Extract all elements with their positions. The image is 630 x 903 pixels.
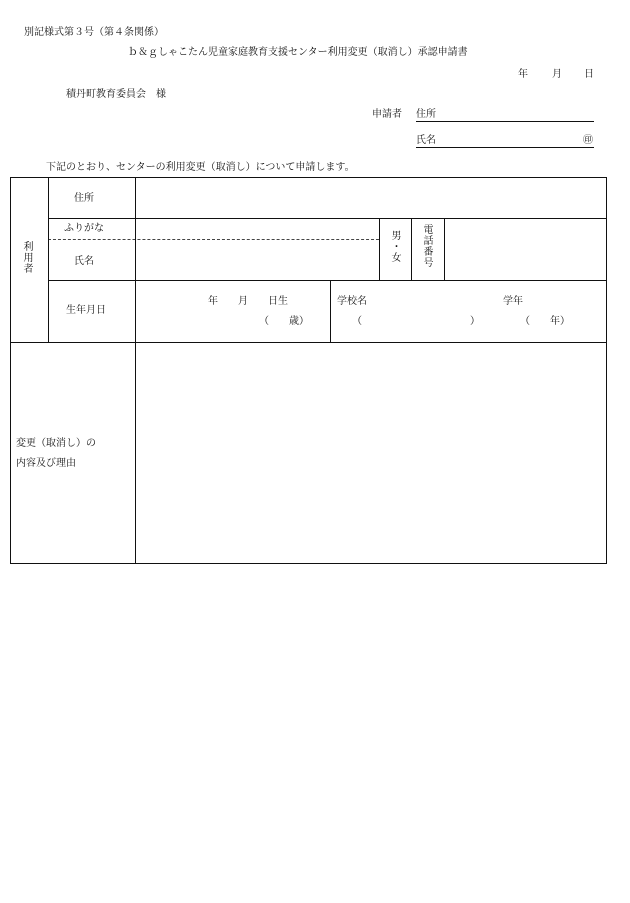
date-month: 月 — [552, 69, 562, 80]
applicant-name-line — [416, 147, 594, 148]
col-divider-label — [135, 177, 136, 564]
school-label: 学校名 — [337, 296, 367, 307]
grade-label: 学年 — [503, 296, 523, 307]
name-label: 氏名 — [74, 256, 94, 267]
row-divider-name — [48, 280, 607, 281]
address-label: 住所 — [74, 193, 94, 204]
col-divider-user — [48, 177, 49, 343]
furigana-label: ふりがな — [64, 223, 104, 234]
furigana-divider — [48, 239, 379, 240]
date-year: 年 — [518, 69, 528, 80]
row-divider-user — [10, 342, 607, 343]
phone-label: 電話番号 — [421, 224, 432, 268]
col-divider-phone — [444, 218, 445, 281]
col-divider-gender-right — [411, 218, 412, 281]
col-divider-school — [330, 280, 331, 343]
applicant-label: 申請者 — [372, 109, 402, 120]
intro-text: 下記のとおり、センターの利用変更（取消し）について申請します。 — [46, 162, 355, 173]
birth-line1: 年 月 日生 — [208, 296, 288, 307]
form-title: ｂ＆ｇしゃこたん児童家庭教育支援センター利用変更（取消し）承認申請書 — [128, 47, 468, 58]
grade-value: （ 年） — [520, 316, 570, 327]
date-day: 日 — [584, 69, 594, 80]
change-label-line1: 変更（取消し）の — [16, 438, 96, 449]
school-paren-open: （ — [352, 316, 362, 327]
applicant-address-line — [416, 121, 594, 122]
row-divider-address — [48, 218, 607, 219]
form-table — [10, 177, 607, 564]
birth-line2: （ 歳） — [259, 316, 309, 327]
addressee: 積丹町教育委員会 様 — [66, 89, 166, 100]
change-label-line2: 内容及び理由 — [16, 458, 76, 469]
applicant-address-label: 住所 — [416, 109, 436, 120]
school-paren-close: ） — [470, 316, 480, 327]
birthdate-label: 生年月日 — [66, 305, 106, 316]
gender-label: 男・女 — [389, 230, 400, 263]
col-divider-gender-left — [379, 218, 380, 281]
user-label: 利用者 — [21, 241, 32, 274]
applicant-name-label: 氏名 — [416, 135, 436, 146]
form-number: 別記様式第３号（第４条関係） — [24, 27, 164, 38]
seal-mark: ㊞ — [583, 135, 593, 146]
